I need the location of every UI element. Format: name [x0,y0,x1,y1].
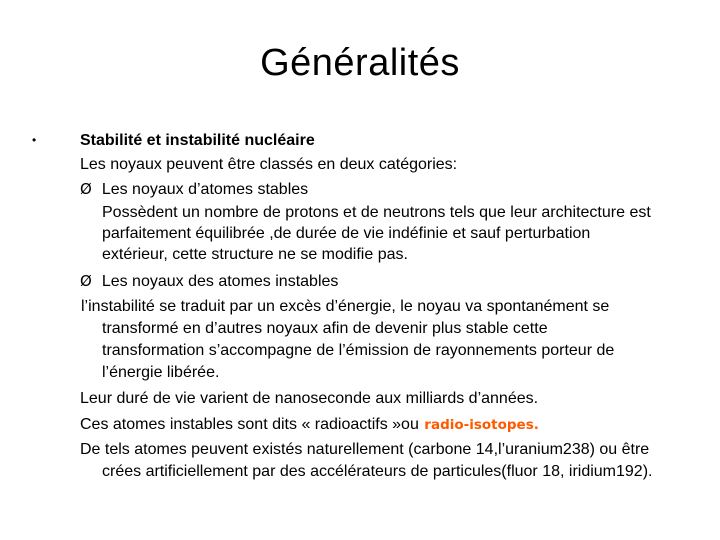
text-line: crées artificiellement par des accélérateurs de particules(fluor 18, iridium192). [102,463,653,480]
text-line: extérieur, cette structure ne se modifie pas. [102,246,408,263]
bullet-marker: • [32,133,37,147]
sub-bullet-label: Les noyaux des atomes instables [101,273,339,290]
text-line: Leur duré de vie varient de nanoseconde aux milliards d’années. [80,390,539,407]
slide-title: Généralités [260,42,460,84]
text-line: l’énergie libérée. [102,364,220,381]
sub-bullet-unstable [80,272,338,291]
text-line: Les noyaux peuvent être classés en deux catégories: [80,156,458,173]
text-line: transformé en d’autres noyaux afin de devenir plus stable cette [102,320,548,337]
sub-bullet-label: Les noyaux d’atomes stables [101,181,309,198]
text-line: Possèdent un nombre de protons et de neutrons tels que leur architecture est [102,204,651,221]
arrow-bullet-icon: Ø [80,180,92,198]
text-segment: Ces atomes instables sont dits « radioactifs »ou [80,416,419,433]
section-heading: Stabilité et instabilité nucléaire [80,132,315,149]
text-line: l’instabilité se traduit par un excès d’énergie, le noyau va spontanément se [81,298,610,315]
highlighted-term: radio-isotopes. [424,417,539,433]
text-line: transformation s’accompagne de l’émission de rayonnements porteur de [102,342,615,359]
text-line: De tels atomes peuvent existés naturellement (carbone 14,l’uranium238) ou être [80,441,650,458]
arrow-bullet-icon: Ø [80,272,92,290]
text-line-with-highlight [80,416,540,434]
sub-bullet-stable [80,180,308,199]
text-line: parfaitement équilibrée ,de durée de vie indéfinie et sauf perturbation [102,225,591,242]
